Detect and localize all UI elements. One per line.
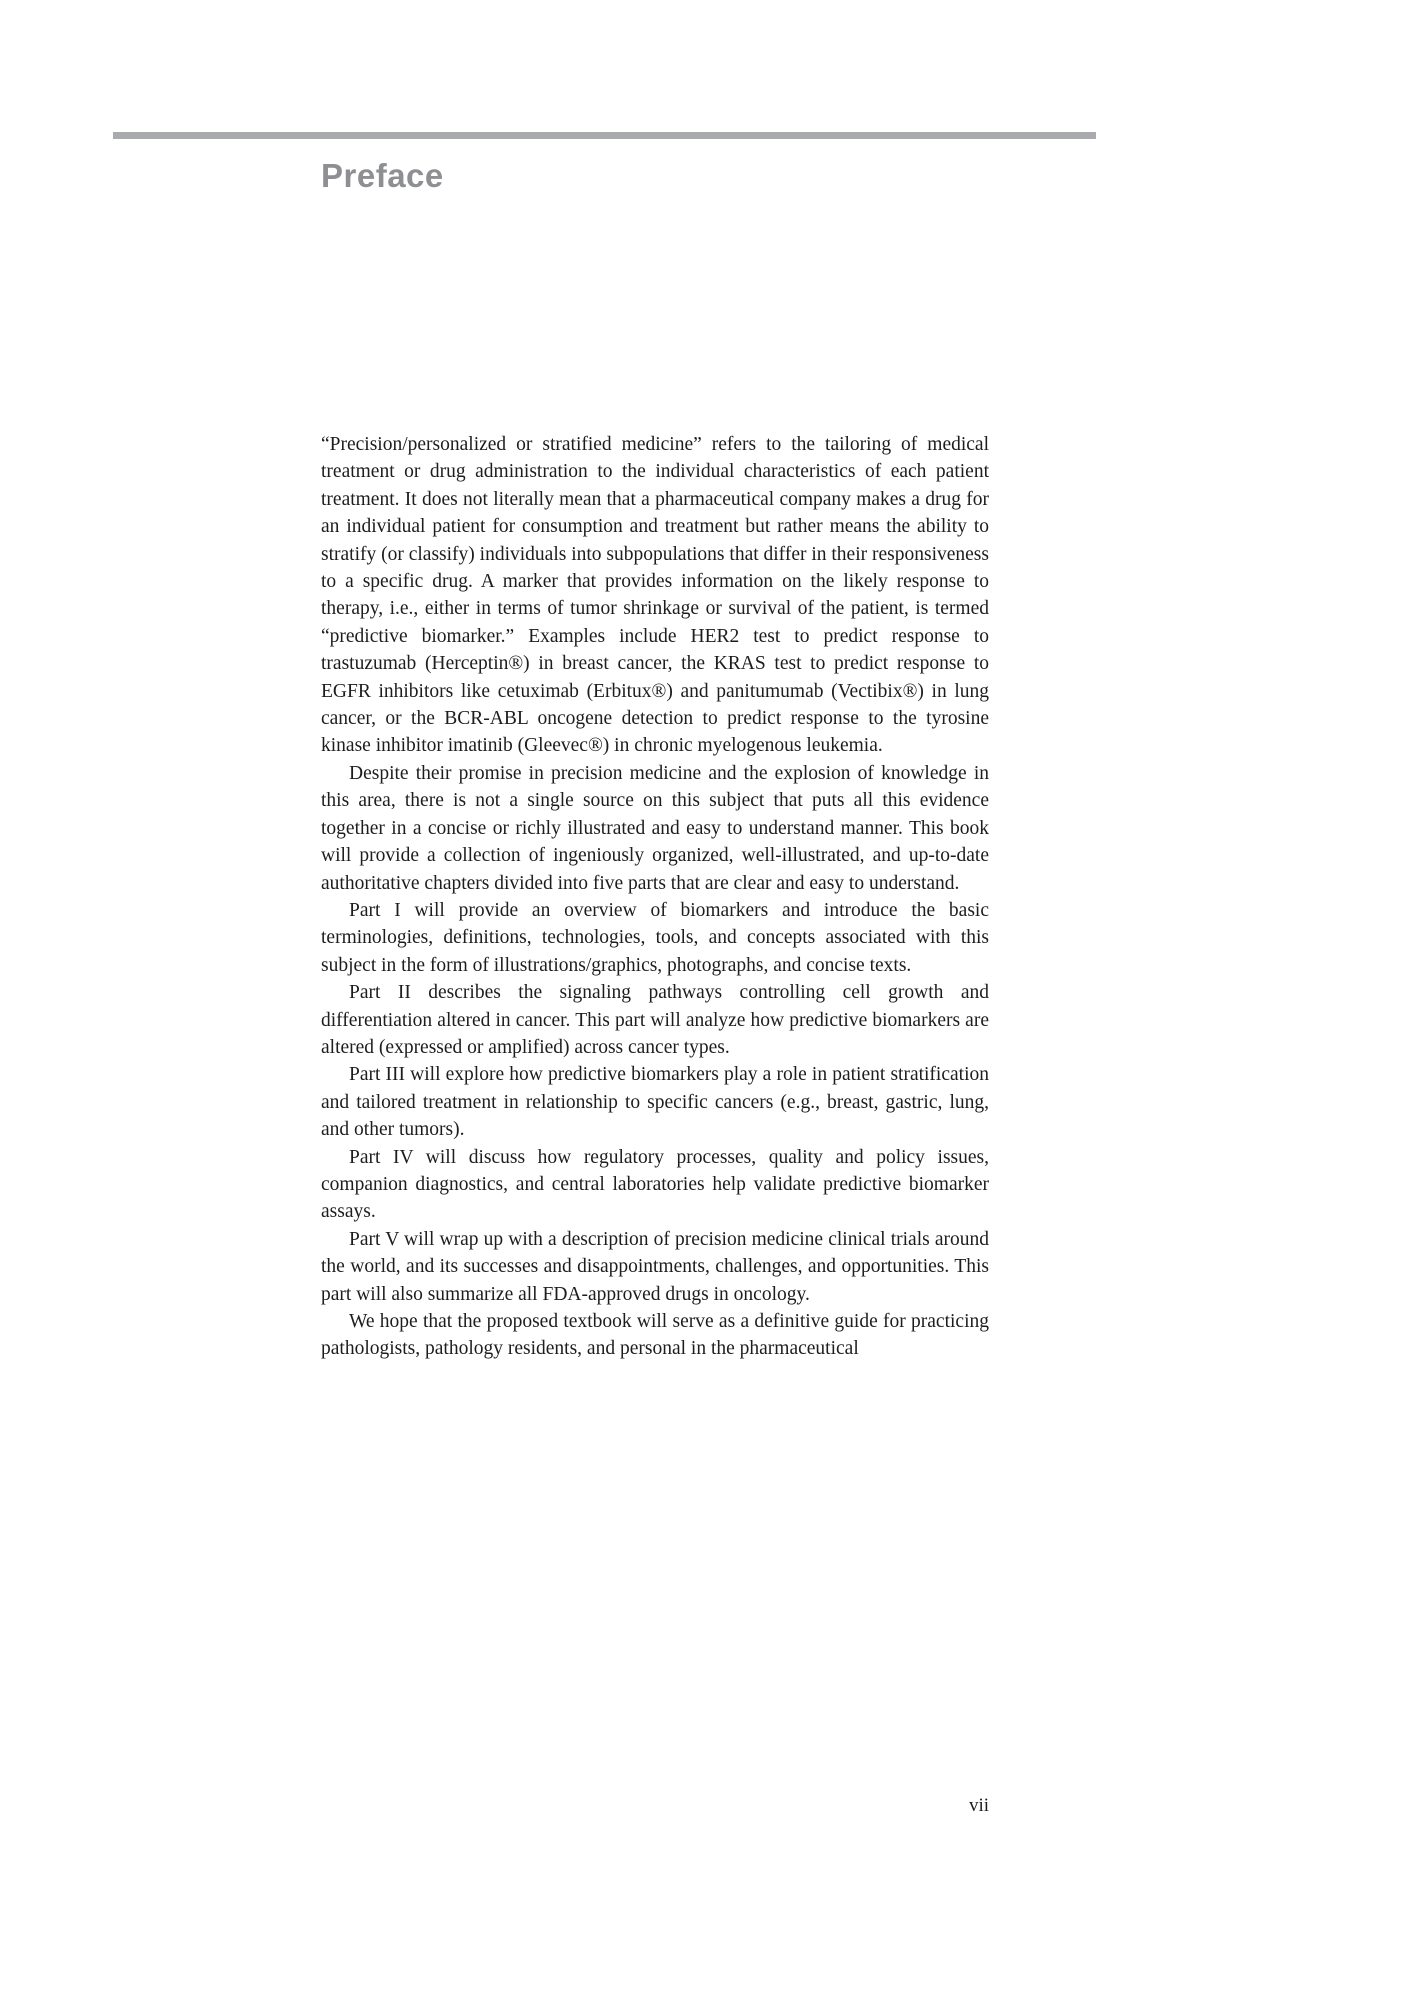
preface-paragraph: Part I will provide an overview of biomarkers and introduce the basic terminologies, definitions, technologies, tools, and concepts associated with this subject in the form of illustrations/graphics, photographs, and concise texts. [321, 899, 989, 976]
preface-paragraph: Part V will wrap up with a description of precision medicine clinical trials around the world, and its successes and disappointments, challenges, and opportunities. This part will also summarize all FDA-approved drugs in oncology. [321, 1228, 989, 1305]
preface-paragraph: Part III will explore how predictive biomarkers play a role in patient stratification and tailored treatment in relationship to specific cancers (e.g., breast, gastric, lung, and other tumors). [321, 1064, 989, 1141]
top-divider-rule [113, 132, 1096, 139]
preface-paragraph: We hope that the proposed textbook will serve as a definitive guide for practicing pathologists, pathology residents, and personal in the pharmaceutical [321, 1311, 989, 1360]
preface-body [321, 431, 989, 1363]
preface-paragraph: Despite their promise in precision medicine and the explosion of knowledge in this area, there is not a single source on this subject that puts all this evidence together in a concise or richly illustrated and easy to understand manner. This book will provide a collection of ingeniously organized, well-illustrated, and up-to-date authoritative chapters divided into five parts that are clear and easy to understand. [321, 762, 989, 894]
page-number: vii [968, 1795, 989, 1816]
preface-paragraph: Part II describes the signaling pathways controlling cell growth and differentiation altered in cancer. This part will analyze how predictive biomarkers are altered (expressed or amplified) across cancer types. [321, 982, 989, 1058]
page-title: Preface [321, 157, 444, 194]
preface-paragraph: Part IV will discuss how regulatory processes, quality and policy issues, companion diagnostics, and central laboratories help validate predictive biomarker assays. [321, 1146, 989, 1223]
preface-paragraph: “Precision/personalized or stratified medicine” refers to the tailoring of medical treatment or drug administration to the individual characteristics of each patient treatment. It does not literally mean that a pharmaceutical company makes a drug for an individual patient for consumption and treatment but rather means the ability to stratify (or classify) individuals into subpopulations that differ in their responsiveness to a specific drug. A marker that provides information on the likely response to therapy, i.e., either in terms of tumor shrinkage or survival of the patient, is termed “predictive biomarker.” Examples include HER2 test to predict response to trastuzumab (Herceptin®) in breast cancer, the KRAS test to predict response to EGFR inhibitors like cetuximab (Erbitux®) and panitumumab (Vectibix®) in lung cancer, or the BCR-ABL oncogene detection to predict response to the tyrosine kinase inhibitor imatinib (Gleevec®) in chronic myelogenous leukemia. [321, 434, 989, 757]
